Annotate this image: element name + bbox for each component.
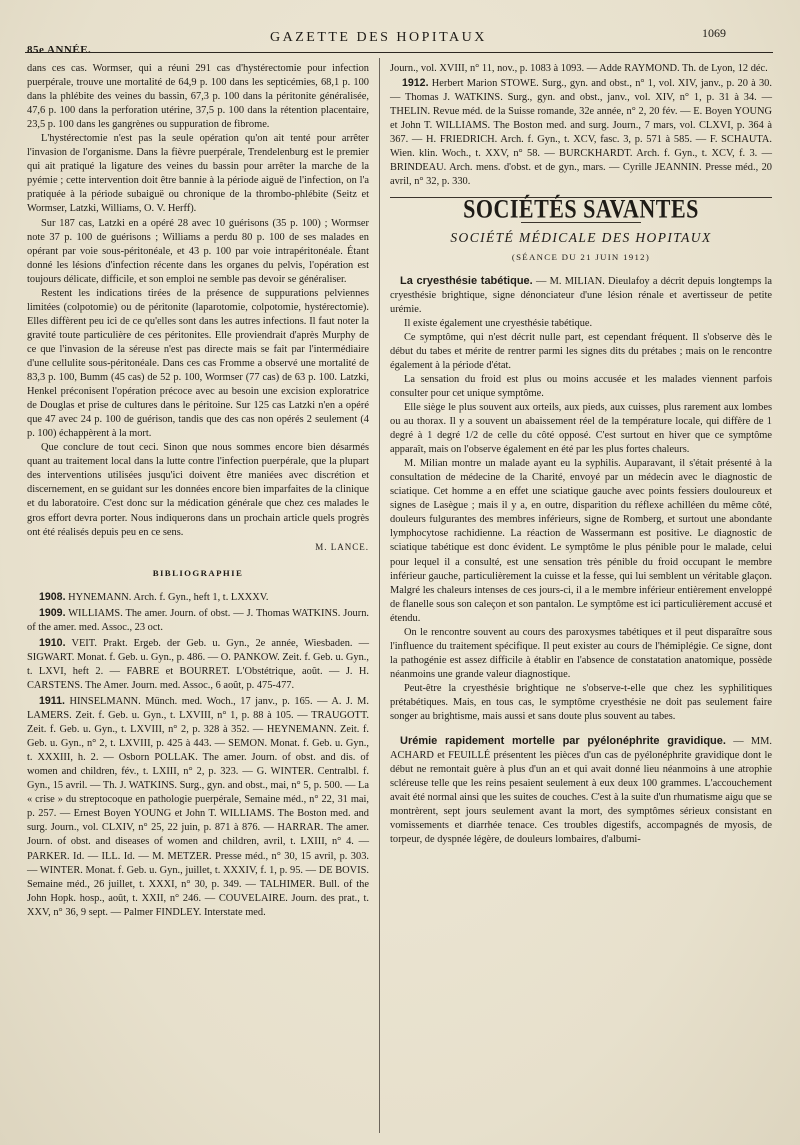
- section-title: SOCIÉTÉS SAVANTES: [463, 193, 699, 224]
- entry-text: HYNEMANN. Arch. f. Gyn., heft 1, t. LXXXV.: [68, 591, 269, 603]
- bibliography-entry: [27, 590, 369, 605]
- article-title: Urémie rapidement mortelle par pyélonéphrite gravidique.: [400, 735, 726, 748]
- article-paragraph: Urémie rapidement mortelle par pyélonéphrite gravidique. — MM. ACHARD et FEUILLÉ présentent les pièces d'un cas de pyélonéphrite gravidique dont le début ne remontait guère à plus d'un an et qui avait donné lieu néanmoins à une atrophie scléreuse telle que les reins pesaient seulement à eux deux 100 grammes. L'accouchement avait été normal ainsi que les suites de couches. C'est à la suite d'un rhumatisme aigu que se montrèrent, sept jours seulement avant la mort, des symptômes sérieux consistant en vomissements et diarrhée tenace. Ces troubles digestifs, accompagnés de myosis, de torpeur, de dyspnée légère, de douleurs lombaires, d'albumi-: [390, 735, 772, 846]
- entry-number: 1912.: [402, 77, 429, 90]
- paragraph: On le rencontre souvent au cours des paroxysmes tabétiques et il peut disparaître sous l'influence du traitement spécifique. Il peut exister au cours de l'hémiplégie. Ce signe, dont la pathogénie est assez difficile à établir en l'absence de constatation anatomique, possède néanmoins une grande valeur diagnostique.: [390, 626, 772, 680]
- page-number: 1069: [702, 26, 726, 40]
- bibliography-entry: [27, 606, 369, 635]
- paragraph: L'hystérectomie n'est pas la seule opération qu'on ait tenté pour arrêter l'invasion de l'organisme. Dans la fièvre puerpérale, Trendelenburg est le premier qui ait pratiqué la ligature des veines du bassin pour arrêter la marche de la pyémie ; cette intervention doit être bannie à la période aiguë de l'infection, on l'a pratiquée à la période subaiguë ou chronique de la thrombo-phlébite (Seitz et Wormser, Latzki, Williams, O. V. Herff).: [27, 133, 369, 215]
- paragraph: Sur 187 cas, Latzki en a opéré 28 avec 10 guérisons (35 p. 100) ; Wormser note 37 p. 100 de guérisons ; Williams a perdu 80 p. 100 de ses malades en opérant par voie sous-péritonéale, et 43 p. 100 par voie intrapéritonéale. Étant donné les lésions d'infection récente dans les organes du pelvis, l'opération est toujours délicate, difficile, et son emploi ne semble pas devoir se généraliser.: [27, 217, 369, 285]
- paragraph: La sensation du froid est plus ou moins accusée et les malades viennent parfois consulter pour cet unique symptôme.: [390, 373, 772, 399]
- paragraph: M. Milian montre un malade ayant eu la syphilis. Auparavant, il s'était présenté à la consultation de médecine de la Charité, envoyé par un médecin avec le diagnostic de sciatique. Cet homme a en effet une sciatique gauche avec points fessiers douloureux et signes de Lasègue ; mais il y a, en outre, disparition du réflexe achilléen du même côté, douleurs fulgurantes des membres inférieurs, signe de Romberg, et surtout une abondante lymphocytose rachidienne. La réaction de Wassermann est positive. Le diagnostic de sciatique tabétique est donc évident. Le symptôme le plus pénible pour le malade, celui pour lequel il a consulté, est une sensation très pénible du froid occupant le membre inférieur gauche, particulièrement la cuisse et la fesse, qui lui semblent un véritable glaçon. Malgré les chaleurs intenses de ces jours-ci, il a le membre inférieur entièrement enveloppé de flanelle sous son caleçon et son pantalon. Le symptôme est ici particulièrement accusé et étendu.: [390, 458, 772, 624]
- paragraph: Peut-être la cryesthésie brightique ne s'observe-t-elle que chez les syphilitiques prétabétiques. Mais, en tous cas, le symptôme cryesthésie ne doit pas seulement faire songer au brightisme, mais aussi et sans doute plus souvent au tabes.: [390, 682, 772, 723]
- entry-number: 1911.: [39, 695, 65, 708]
- entry-text: WILLIAMS. The amer. Journ. of obst. — J. Thomas WATKINS. Journ. of the amer. med. Assoc., 23 oct.: [27, 607, 369, 633]
- left-column: [27, 62, 369, 921]
- entry-number: 1908.: [39, 590, 66, 603]
- entry-text: HINSELMANN. Münch. med. Woch., 17 janv., p. 165. — A. J. M. LAMERS. Zeit. f. Geb. u. Gyn., t. LXVIII, n° 1, p. 88 à 105. — TRAUGOTT. Zeit. f. Geb. u. Gyn., t. LXVIII, n° 2, p. 328 à 352. — HEYNEMANN. Zeit. f. Geb. u. Gyn., n° 2, t. LXVIII, p. 425 à 443. — SEMON. Monat. f. Geb. u. Gyn., t. XXXIII, h. 2. — Osborn POLLAK. The amer. Journ. of obst. and dis. of women and children, fév., t. LXIII, n° 2, p. 323. — G. WINTER. Centralbl. f. Gyn., 15 avril. — Th. J. WATKINS. Surg., gyn. and obst., mai, n° 5, p. 500. — La « crise » du streptocoque en pathologie puerpérale, Semaine méd., n° 22, 31 mai, p. 257. — Ernest Boyen YOUNG et John T. WILLIAMS. The Boston med. and surg. Journ., vol. CLXIV, n° 25, 22 juin, p. 871 à 876. — HARRAR. The amer. Journ. of obst. and diseases of women and children, avril, t. LXIII, n° 4. — PARKER. Id. — ILL. Id. — M. METZER. Presse méd., n° 30, 15 avril, p. 303. — WINTER. Monat. f. Geb. u. Gyn., juillet, t. XXXIV, f. 1, p. 95. — DE BOVIS. Semaine méd., 26 juillet, t. XXXI, n° 30, p. 349. — TALHIMER. Bull. of the John Hopk. hosp., août, t. XXII, n° 246. — COUVELAIRE. Journ. des prat., t. XXV, n° 36, 9 sept. — Palmer FINDLEY. Interstate med.: [27, 696, 369, 918]
- paragraph: Elle siège le plus souvent aux orteils, aux pieds, aux cuisses, plus rarement aux lombes ou au thorax. Il y a souvent un abaissement réel de la température locale, qui diffère de 1 degré à 1 degré 1/2 de celle du côté opposé. C'est surtout en hiver que ce symptôme apparaît, mais on l'observe également en été par les plus fortes chaleurs.: [390, 401, 772, 456]
- header-rule: [25, 52, 773, 53]
- bibliography-entry: [27, 694, 369, 920]
- entry-number: 1910.: [39, 636, 66, 649]
- bibliography-heading: BIBLIOGRAPHIE: [152, 567, 244, 578]
- volume-label: 85e ANNÉE.: [27, 44, 92, 56]
- society-name: SOCIÉTÉ MÉDICALE DES HOPITAUX: [450, 230, 712, 246]
- article-title: La cryesthésie tabétique.: [400, 274, 533, 287]
- bibliography-continuation: Journ., vol. XVIII, n° 11, nov., p. 1083 à 1093. — Adde RAYMOND. Th. de Lyon, 12 déc.: [390, 63, 768, 74]
- bibliography-entry: [27, 636, 369, 693]
- paragraph: Il existe également une cryesthésie tabétique.: [404, 317, 593, 329]
- right-column: [390, 62, 772, 847]
- paragraph: dans ces cas. Wormser, qui a réuni 291 cas d'hystérectomie pour infection puerpérale, trouve une mortalité de 64,9 p. 100 dans les septicémies, 68,1 p. 100 dans la phlébite des veines du bassin, 67,3 p. 100 dans la péritonite généralisée, 47,6 p. 100 dans la perforation utérine, 37,5 p. 100 dans la rétention placentaire, 23,5 p. 100 dans les gangrènes ou suppuration de fibrome.: [27, 63, 369, 131]
- entry-text: VEIT. Prakt. Ergeb. der Geb. u. Gyn., 2e année, Wiesbaden. — SIGWART. Monat. f. Geb. u. Gyn., p. 486. — O. PANKOW. Zeit. f. Geb. u. Gyn., t. LXVI, heft 2. — FABRE et BOURRET. L'Obstétrique, août. — J. H. CARSTENS. The Amer. Journ. med. Assoc., 6 août, p. 475-477.: [27, 637, 369, 691]
- entry-text: Herbert Marion STOWE. Surg., gyn. and obst., n° 1, vol. XIV, janv., p. 20 à 30. — Thomas J. WATKINS. Surg., gyn. and obst., janv., vol. XIV, n° 1, p. 31 à 34. — THELIN. Revue méd. de la Suisse romande, 32e année, n° 2, 20 fév. — E. Boyen YOUNG et John T. WILLIAMS. The Boston med. and surg. Journ., 7 mars, vol. CLXVI, p. 364 à 367. — H. FRIEDRICH. Arch. f. Gyn., t. XCV, fasc. 3, p. 571 à 585. — F. SCHAUTA. Wien. klin. Woch., t. XXV, n° 58. — BURCKHARDT. Arch. f. Gyn., t. XCV, f. 3. — BRINDEAU. Arch. mens. d'obst. et de gyn., mars. — Cyrille JEANNIN. Presse méd., 20 avril, n° 32, p. 330.: [390, 78, 772, 188]
- column-divider: [379, 58, 380, 1133]
- entry-number: 1909.: [39, 606, 66, 619]
- article-paragraph: La cryesthésie tabétique. — M. MILIAN. Dieulafoy a décrit depuis longtemps la cryesthésie brightique, signe dénonciateur d'une lésion rénale et avertisseur de petite urémie.: [390, 274, 772, 315]
- paragraph: Que conclure de tout ceci. Sinon que nous sommes encore bien désarmés quant au traitement local dans la lutte contre l'infection puerpérale, que la plupart des interventions utilisées jusqu'ici doivent être maniées avec discrétion et discernement, en se guidant sur les données encore bien imparfaites de la clinique et du laboratoire. C'est donc sur la médication générale que chez ces malades le gros effort devra porter. Nous indiquerons dans un prochain article quels progrès ont été réalisés depuis peu en ce sens.: [27, 442, 369, 538]
- session-date: (SÉANCE DU 21 JUIN 1912): [511, 251, 651, 262]
- paragraph: Ce symptôme, qui n'est décrit nulle part, est cependant fréquent. Il s'observe dès le début du tabes et mérite de rentrer parmi les signes dits du prétabes ; mais on le rencontre également à la période d'état.: [390, 331, 772, 371]
- author-signature: M. LANCE.: [315, 541, 369, 552]
- paragraph: Restent les indications tirées de la présence de suppurations pelviennes limitées (colpotomie) ou de péritonite (laparotomie, colpotomie, hystérectomie). Elles diffèrent peu ici de ce qu'elles sont dans les autres infections. Il faut noter la gravité toute particulière de ces péritonites. Elle proviendrait d'après Murphy de ce que l'invasion de la séreuse n'est pas directe mais se fait par l'intermédiaire d'une cellulite sous-péritonéale. Dans ces cas Fromme a observé une mortalité de 83,3 p. 100, Bumm (45 cas) de 52 p. 100, Wormser (77 cas) de 63 p. 100. Latzki, Henkel préconisent l'opération précoce avec au besoin une excision exploratrice de Douglas et prise de cultures dans le péritoine. Sur 125 cas Latzki n'en a opéré que 47 avec 24 p. 100 de guérison, tandis que des cas non opérés 2 seulement (4 p. 100) échappèrent à la mort.: [27, 287, 369, 440]
- journal-title: GAZETTE DES HOPITAUX: [270, 30, 487, 45]
- bibliography-entry: [390, 76, 772, 189]
